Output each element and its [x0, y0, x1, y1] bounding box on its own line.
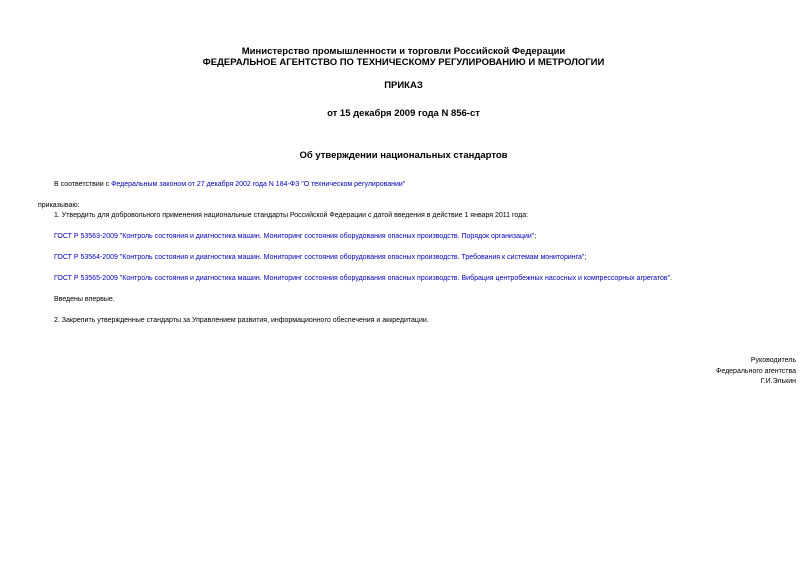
- introduced-note: Введены впервые.: [54, 296, 115, 303]
- standard-item: [54, 274, 672, 283]
- signature-agency: Федерального агентства: [716, 368, 796, 375]
- order-word: приказываю:: [38, 202, 80, 209]
- standard-link-53564[interactable]: ГОСТ Р 53564-2009 "Контроль состояния и диагностика машин. Мониторинг состояния оборудования опасных производств. Требования к системам мониторинга": [54, 254, 585, 261]
- standard-item: [54, 253, 586, 262]
- intro-paragraph: [54, 180, 405, 189]
- document-date-number: от 15 декабря 2009 года N 856-ст: [327, 108, 480, 119]
- standard-tail: ;: [534, 233, 537, 240]
- document-subject: Об утверждении национальных стандартов: [299, 150, 508, 161]
- standard-item: [54, 232, 536, 241]
- intro-prefix: В соответствии с: [54, 181, 112, 188]
- standard-link-53565[interactable]: ГОСТ Р 53565-2009 "Контроль состояния и диагностика машин. Мониторинг состояния оборудования опасных производств. Вибрация центробежных насосных и компрессорных агрегатов": [54, 275, 671, 282]
- standard-tail: ;: [584, 254, 587, 261]
- agency-title: ФЕДЕРАЛЬНОЕ АГЕНТСТВО ПО ТЕХНИЧЕСКОМУ РЕГУЛИРОВАНИЮ И МЕТРОЛОГИИ: [202, 57, 605, 68]
- item-1: 1. Утвердить для добровольного применения национальные стандарты Российской Федерации с датой введения в действие 1 января 2011 года:: [54, 212, 529, 219]
- signature-name: Г.И.Элькин: [760, 378, 796, 385]
- signature-title: Руководитель: [750, 357, 796, 364]
- standard-link-53563[interactable]: ГОСТ Р 53563-2009 "Контроль состояния и диагностика машин. Мониторинг состояния оборудования опасных производств. Порядок организации": [54, 233, 535, 240]
- document-type: ПРИКАЗ: [384, 80, 423, 91]
- federal-law-link[interactable]: Федеральным законом от 27 декабря 2002 года N 184-ФЗ "О техническом регулировании": [111, 181, 406, 188]
- item-2: 2. Закрепить утвержденные стандарты за Управлением развития, информационного обеспечения и аккредитации.: [54, 317, 429, 324]
- ministry-title: Министерство промышленности и торговли Российской Федерации: [241, 46, 566, 57]
- standard-tail: .: [670, 275, 673, 282]
